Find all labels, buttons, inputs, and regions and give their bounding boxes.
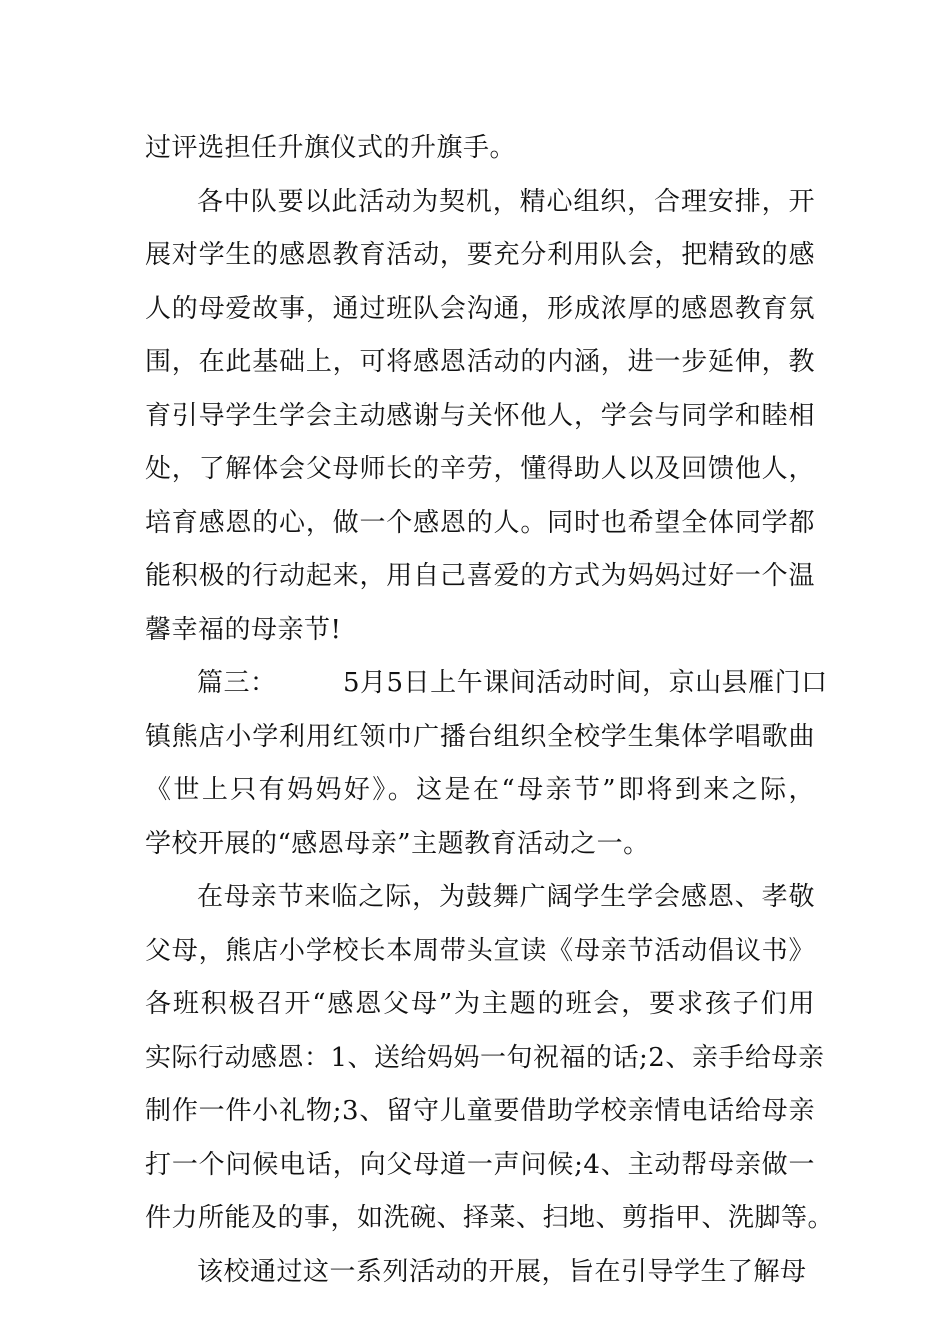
paragraph-activity-guidance xyxy=(145,176,815,658)
text-line: 育引导学生学会主动感谢与关怀他人，学会与同学和睦相 xyxy=(145,400,815,431)
text-line: 《世上只有妈妈好》。这是在“母亲节”即将到来之际， xyxy=(145,775,815,805)
text-line: 培育感恩的心，做一个感恩的人。同时也希望全体同学都 xyxy=(145,507,815,538)
text-line: 展对学生的感恩教育活动，要充分利用队会，把精致的感 xyxy=(145,240,815,270)
text-line: 在母亲节来临之际，为鼓舞广阔学生学会感恩、孝敬 xyxy=(197,882,815,912)
text-line: 篇三： 5月5日上午课间活动时间，京山县雁门口 xyxy=(197,668,828,698)
text-line: 该校通过这一系列活动的开展，旨在引导学生了解母 xyxy=(197,1256,807,1287)
text-line: 人的母爱故事，通过班队会沟通，形成浓厚的感恩教育氛 xyxy=(145,293,815,324)
text-line: 父母，熊店小学校长本周带头宣读《母亲节活动倡议书》 xyxy=(145,935,815,966)
text-line: 打一个问候电话，向父母道一声问候;4、主动帮母亲做一 xyxy=(145,1149,815,1180)
text-line: 实际行动感恩：1、送给妈妈一句祝福的话;2、亲手给母亲 xyxy=(145,1042,825,1073)
text-line: 件力所能及的事，如洗碗、择菜、扫地、剪指甲、洗脚等。 xyxy=(145,1203,835,1233)
document-body xyxy=(145,122,835,1299)
paragraph-mothers-day-proposal xyxy=(145,871,835,1246)
text-line: 学校开展的“感恩母亲”主题教育活动之一。 xyxy=(145,828,650,859)
text-line: 围，在此基础上，可将感恩活动的内涵，进一步延伸，教 xyxy=(145,347,815,377)
text-line: 过评选担任升旗仪式的升旗手。 xyxy=(145,133,517,163)
text-line: 制作一件小礼物;3、留守儿童要借助学校亲情电话给母亲 xyxy=(145,1096,815,1126)
text-line: 能积极的行动起来，用自己喜爱的方式为妈妈过好一个温 xyxy=(145,561,815,591)
text-line: 处，了解体会父母师长的辛劳，懂得助人以及回馈他人， xyxy=(145,454,815,484)
paragraph-continuation xyxy=(145,122,815,176)
text-line: 各班积极召开“感恩父母”为主题的班会，要求孩子们用 xyxy=(145,989,815,1019)
text-line: 各中队要以此活动为契机，精心组织，合理安排，开 xyxy=(197,186,815,217)
text-line: 镇熊店小学利用红领巾广播台组织全校学生集体学唱歌曲 xyxy=(145,721,815,752)
paragraph-conclusion xyxy=(145,1246,815,1300)
text-line: 馨幸福的母亲节! xyxy=(145,614,342,645)
paragraph-part-three xyxy=(145,657,828,871)
